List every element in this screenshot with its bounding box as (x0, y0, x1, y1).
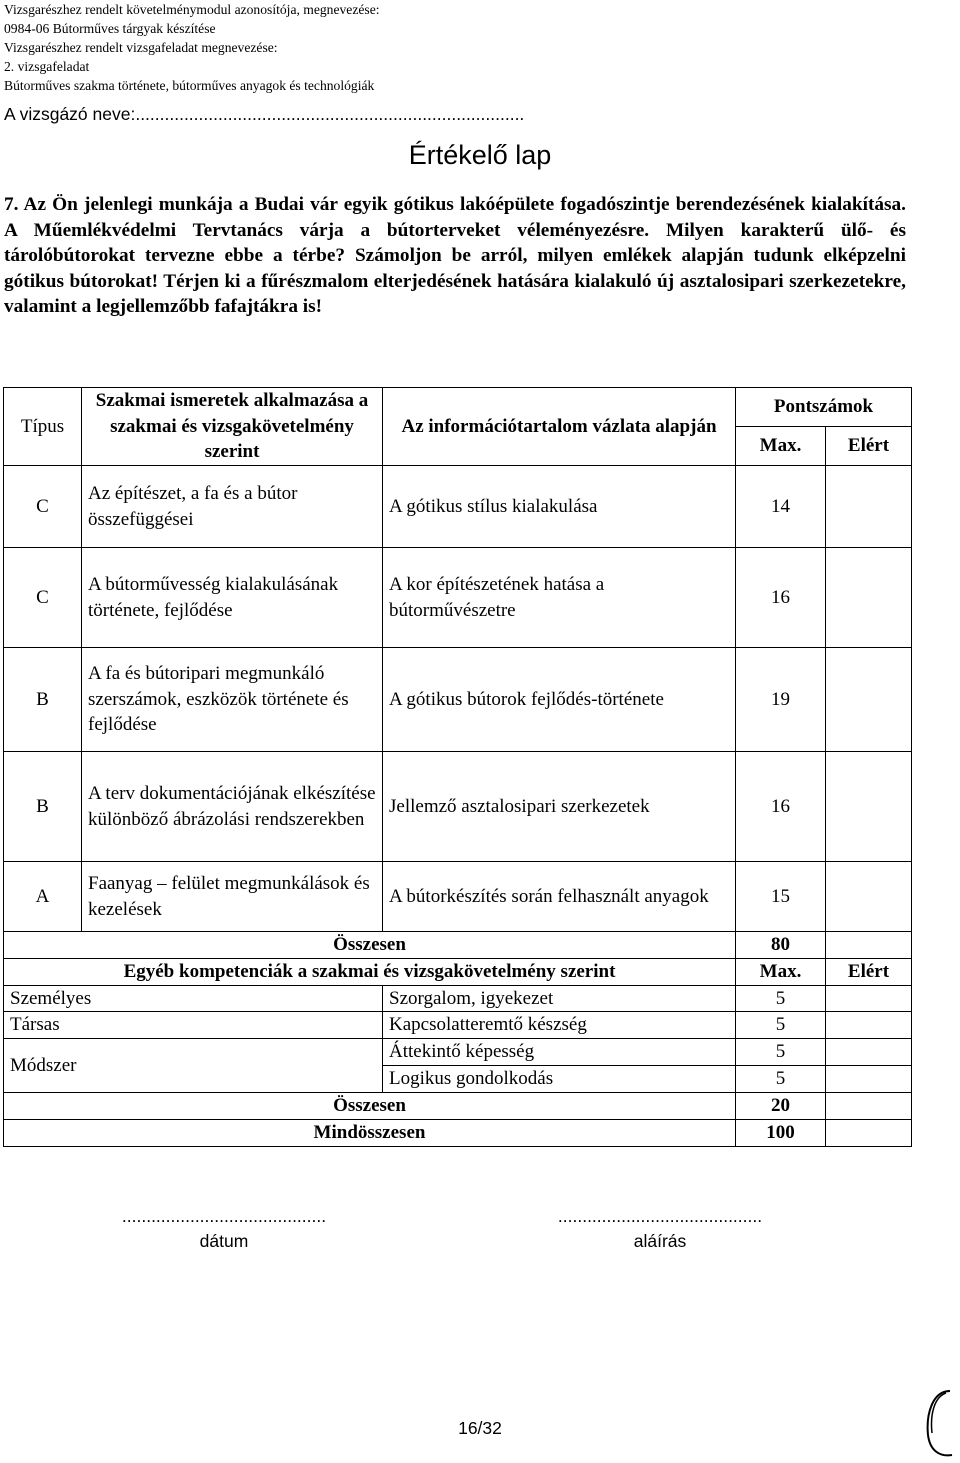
subtotal-row (4, 1093, 912, 1120)
row-knowledge: A fa és bútoripari megmunkáló szerszámok, eszközök története és fejlődése (82, 648, 383, 752)
subtotal-value: 80 (736, 932, 826, 959)
task-description: 7. Az Ön jelenlegi munkája a Budai vár egyik gótikus lakóépülete fogadószintje berendezésének kialakítása. A Műemlékvédelmi Tervtanács várja a bútorterveket véleményezésre. Milyen karakterű ülő- és tárolóbútorokat tervezne ebbe a térbe? Számoljon be arról, milyen emlékek alapján tudunk elképzelni gótikus bútorokat! Térjen ki a fűrészmalom elterjedésének hatására kialakuló új asztalosipari szerkezetekre, valamint a legjellemzőbb fafajtákra is! (4, 194, 906, 318)
competency-category: Társas (4, 1012, 383, 1039)
evaluation-table (3, 387, 912, 1147)
subtotal-value: 20 (736, 1093, 826, 1120)
table-row (4, 548, 912, 648)
competency-item: Kapcsolatteremtő készség (383, 1012, 736, 1039)
signature-dots: .......................................... (557, 1206, 763, 1226)
subtotal-label: Összesen (4, 1093, 736, 1120)
competency-item: Áttekintő képesség (383, 1039, 736, 1066)
table-row (4, 752, 912, 862)
competency-category: Személyes (4, 985, 383, 1012)
competency-category: Módszer (4, 1039, 383, 1093)
competency-item: Szorgalom, igyekezet (383, 985, 736, 1012)
competency-row (4, 985, 912, 1012)
row-achieved (826, 548, 912, 648)
competency-achieved (826, 1039, 912, 1066)
row-outline: A kor építészetének hatása a bútorművészetre (383, 548, 736, 648)
row-max: 19 (736, 648, 826, 752)
row-max: 16 (736, 548, 826, 648)
handwritten-mark-icon (920, 1385, 958, 1461)
signature-field (520, 1206, 800, 1252)
header-outline: Az információtartalom vázlata alapján (383, 388, 736, 466)
page-number: 16/32 (458, 1418, 502, 1438)
page-title: Értékelő lap (408, 140, 552, 170)
signature-label: aláírás (633, 1231, 687, 1251)
row-type: C (4, 548, 82, 648)
row-achieved (826, 466, 912, 548)
row-knowledge: Az építészet, a fa és a bútor összefüggései (82, 466, 383, 548)
competency-row (4, 1012, 912, 1039)
header-points: Pontszámok (736, 388, 912, 427)
row-knowledge: Faanyag – felület megmunkálások és kezelések (82, 862, 383, 932)
row-max: 14 (736, 466, 826, 548)
row-type: A (4, 862, 82, 932)
subtotal-row (4, 932, 912, 959)
competency-max: 5 (736, 1039, 826, 1066)
competency-achieved (826, 1066, 912, 1093)
date-label: dátum (199, 1231, 249, 1251)
header-type: Típus (4, 388, 82, 466)
header-line: Vizsgarészhez rendelt követelménymodul azonosítója, megnevezése: (4, 2, 380, 17)
header-knowledge: Szakmai ismeretek alkalmazása a szakmai és vizsgakövetelmény szerint (82, 388, 383, 466)
grand-total-achieved (826, 1119, 912, 1146)
header-achieved: Elért (826, 427, 912, 466)
grand-total-row (4, 1119, 912, 1146)
competency-row (4, 1039, 912, 1066)
table-row (4, 648, 912, 752)
other-max-header: Max. (736, 958, 826, 985)
date-dots: .......................................... (121, 1206, 327, 1226)
other-competencies-header (4, 958, 912, 985)
competency-item: Logikus gondolkodás (383, 1066, 736, 1093)
competency-achieved (826, 985, 912, 1012)
row-type: B (4, 752, 82, 862)
row-achieved (826, 862, 912, 932)
competency-max: 5 (736, 1066, 826, 1093)
header-line: Bútorműves szakma története, bútorműves anyagok és technológiák (4, 78, 375, 93)
row-type: B (4, 648, 82, 752)
grand-total-value: 100 (736, 1119, 826, 1146)
row-type: C (4, 466, 82, 548)
candidate-name-line: A vizsgázó neve:................................................................................ (4, 104, 525, 124)
grand-total-label: Mindösszesen (4, 1119, 736, 1146)
header-max: Max. (736, 427, 826, 466)
row-knowledge: A bútorművesség kialakulásának története, fejlődése (82, 548, 383, 648)
row-max: 16 (736, 752, 826, 862)
competency-achieved (826, 1012, 912, 1039)
row-outline: A gótikus bútorok fejlődés-története (383, 648, 736, 752)
other-competencies-label: Egyéb kompetenciák a szakmai és vizsgakövetelmény szerint (4, 958, 736, 985)
row-outline: Jellemző asztalosipari szerkezetek (383, 752, 736, 862)
document-header (4, 0, 380, 95)
table-row (4, 466, 912, 548)
competency-max: 5 (736, 985, 826, 1012)
header-line: 0984-06 Bútorműves tárgyak készítése (4, 21, 216, 36)
row-achieved (826, 752, 912, 862)
header-line: 2. vizsgafeladat (4, 59, 90, 74)
row-knowledge: A terv dokumentációjának elkészítése különböző ábrázolási rendszerekben (82, 752, 383, 862)
subtotal-achieved (826, 932, 912, 959)
header-line: Vizsgarészhez rendelt vizsgafeladat megnevezése: (4, 40, 278, 55)
subtotal-achieved (826, 1093, 912, 1120)
competency-max: 5 (736, 1012, 826, 1039)
row-max: 15 (736, 862, 826, 932)
row-achieved (826, 648, 912, 752)
date-field (84, 1206, 364, 1252)
subtotal-label: Összesen (4, 932, 736, 959)
other-achieved-header: Elért (826, 958, 912, 985)
table-row (4, 862, 912, 932)
row-outline: A bútorkészítés során felhasznált anyagok (383, 862, 736, 932)
row-outline: A gótikus stílus kialakulása (383, 466, 736, 548)
